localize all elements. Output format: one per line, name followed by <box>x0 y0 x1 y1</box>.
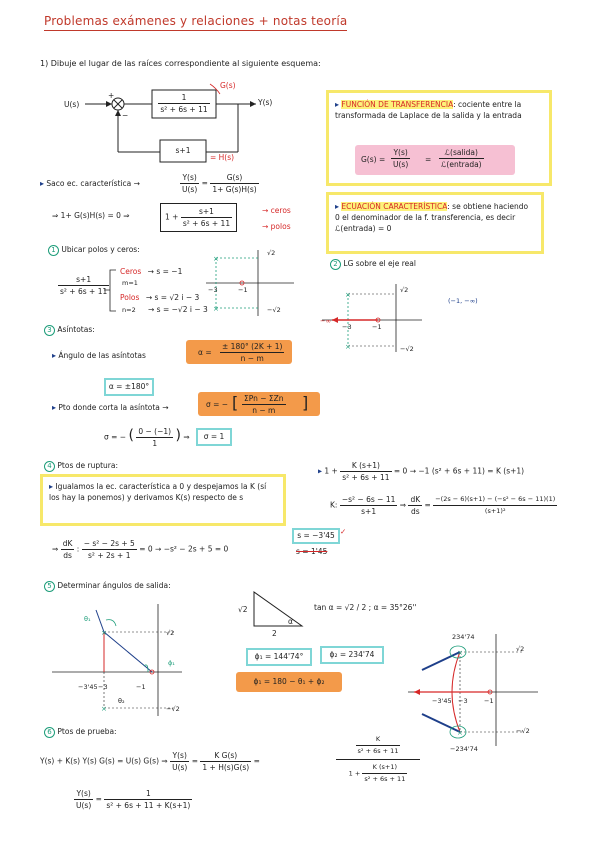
tf-heading: FUNCIÓN DE TRANSFERENCIA <box>341 100 454 109</box>
r2-lhs: K: <box>330 500 338 510</box>
tri-a: α <box>288 617 293 626</box>
ax1-sqrt2: √2 <box>267 249 276 257</box>
s6-l-den: U(s) <box>76 801 92 810</box>
step3-heading <box>44 324 95 336</box>
s6-bb-den: s² + 6s + 11 <box>364 775 406 783</box>
s6-bt-den: s² + 6s + 11 <box>357 747 399 755</box>
theta2-label: θ₂ <box>118 697 125 705</box>
rupture-text: Igualamos la ec. característica a 0 y despejamos la K (sí los hay la ponemos) y derivamos K(s) respecto de s <box>49 482 267 502</box>
char-fr-num: s+1 <box>181 206 232 218</box>
ax2-m3: −3 <box>342 323 352 331</box>
ax5-msqrt2: −√2 <box>166 705 180 713</box>
rhs-den: 1+ G(s)H(s) <box>212 185 257 194</box>
svg-text:×: × <box>213 255 219 263</box>
r2-den: s+1 <box>361 507 377 516</box>
polos-row <box>120 292 199 303</box>
d-ds: ds <box>63 551 72 560</box>
bullet-icon: ▸ <box>52 403 57 412</box>
svg-text:×: × <box>213 305 219 313</box>
tf-den2: ℒ(entrada) <box>441 160 482 169</box>
angle-result: α = ±180° <box>104 378 154 396</box>
d-rest: = 0 → −s² − 2s + 5 = 0 <box>139 544 229 554</box>
transfer-function-box <box>326 90 552 186</box>
calc-eq: ⇒ <box>183 432 190 442</box>
s6-l-num: Y(s) <box>74 788 93 800</box>
polos-val2: → s = −√2 i − 3 <box>148 305 208 314</box>
output-label: Y(s) <box>258 98 273 107</box>
tf-lhs: G(s) = <box>361 155 386 164</box>
bullet-icon: ▸ <box>40 179 45 188</box>
step-heading-text: Asíntotas: <box>57 325 95 334</box>
r-m1: −1 <box>484 697 494 705</box>
rupture-box <box>40 474 286 526</box>
phi1-result: ϕ₁ = 144'74° <box>246 648 312 666</box>
tri-v: √2 <box>238 605 248 614</box>
s6-bt-num: K <box>356 734 401 746</box>
s1-den: s² + 6s + 11 <box>60 287 108 296</box>
s6-l-rden: s² + 6s + 11 + K(s+1) <box>106 801 191 810</box>
svg-text:×: × <box>101 705 107 713</box>
ax1-msqrt2: −√2 <box>267 306 281 314</box>
rhs-num: G(s) <box>210 172 258 184</box>
ec-heading: ECUACIÓN CARACTERÍSTICA <box>341 202 448 211</box>
sum-minus: − <box>122 111 129 120</box>
s6-big-frac <box>336 734 420 785</box>
af-num: ± 180° (2K + 1) <box>222 342 283 351</box>
cf-den: n − m <box>252 406 276 415</box>
step-heading-text: Ptos de ruptura: <box>57 461 118 470</box>
tan-formula: tan α = √2 / 2 ; α = 35°26'' <box>314 603 417 612</box>
cut-formula: σ = − [ ΣPn − ΣZn n − m ] <box>198 392 320 416</box>
calc-num: 0 − (−1) <box>138 427 172 436</box>
theta1-label: θ₁ <box>84 615 91 623</box>
rupture-right2: K: $\frac{\text{−s² − 6s − 11}}{s+1}$ ⇒ $\frac{dK}{ds}$ = $\frac{\text{−(2s − 6)(s+1) − (−s² − 6s − 11)(1)}}{\text{(s+1)²}}$ <box>330 495 556 516</box>
s6-l-rnum: 1 <box>104 788 192 800</box>
angle-text: Ángulo de las asíntotas <box>58 351 146 360</box>
ax1-m3: −3 <box>208 286 218 294</box>
char-fr-den: s² + 6s + 11 <box>182 219 231 228</box>
page-title: Problemas exámenes y relaciones + notas teoría <box>44 14 348 28</box>
d-dk: dK <box>62 539 73 548</box>
step1-brace <box>100 266 120 316</box>
tri-h: 2 <box>272 629 277 638</box>
ax1-m1: −1 <box>238 286 248 294</box>
ax2-msqrt2: −√2 <box>400 345 414 353</box>
char-eq-line2: ⇒ 1+ G(s)H(s) = 0 ⇒ <box>52 211 130 220</box>
g-label: G(s) <box>220 81 236 90</box>
r-m3: −3 <box>458 697 468 705</box>
step-heading-text: Determinar ángulos de salida: <box>57 581 171 590</box>
s6-bb-num: K (s+1) <box>362 762 407 774</box>
root1: s = −3'45 <box>292 528 340 544</box>
angle-formula <box>186 340 292 364</box>
calc-lhs: σ = − <box>104 432 127 442</box>
polos-val1: → s = √2 i − 3 <box>145 293 200 302</box>
step-number: 1 <box>48 245 59 256</box>
ax2-sqrt2: √2 <box>400 286 409 294</box>
r-bot: −234'74 <box>450 745 478 753</box>
r2-num: −s² − 6s − 11 <box>341 495 396 504</box>
r2-den2: (s+1)² <box>484 507 506 515</box>
ax5-m3: −3 <box>98 683 108 691</box>
cut-label: ▸ Pto donde corta la asíntota → <box>52 403 169 412</box>
d-den: s² + 2s + 1 <box>88 551 131 560</box>
cf-num: ΣPn − ΣZn <box>244 394 284 403</box>
r2-num2: −(2s − 6)(s+1) − (−s² − 6s − 11)(1) <box>433 494 557 506</box>
svg-text:×: × <box>101 629 107 637</box>
angle-label <box>52 350 146 361</box>
r1-rest: = 0 → −1 (s² + 6s + 11) = K (s+1) <box>393 466 525 476</box>
ec-text: : se obtiene haciendo 0 el denominador de la f. transferencia, es decir ℒ(entrada) = 0 <box>335 202 529 233</box>
step4-heading <box>44 460 118 472</box>
step-heading-text: LG sobre el eje real <box>343 259 416 268</box>
one-plus: 1 + <box>165 212 179 222</box>
step-heading-text: Ubicar polos y ceros: <box>61 245 140 254</box>
s6-yu-num: Y(s) <box>170 750 189 762</box>
bullet-icon: ▸ <box>318 466 323 476</box>
r-sqrt2: √2 <box>516 645 525 653</box>
block-diagram <box>60 80 310 170</box>
bullet-icon: ▸ <box>335 100 340 109</box>
ceros-row <box>120 266 182 277</box>
s6-k-num: K G(s) <box>200 750 251 762</box>
polos-label: → polos <box>262 222 291 231</box>
ceros-val: → s = −1 <box>147 267 183 276</box>
rupture-right1 <box>318 460 524 483</box>
s6-line1: Y(s) + K(s) Y(s) G(s) = U(s) G(s) ⇒ <box>40 756 168 766</box>
svg-text:×: × <box>457 729 463 737</box>
char-eq-line1 <box>40 178 140 189</box>
step-number: 4 <box>44 461 55 472</box>
svg-text:×: × <box>457 649 463 657</box>
r2-ds: ds <box>410 507 420 516</box>
input-label: U(s) <box>64 100 80 109</box>
tf-num: Y(s) <box>391 147 410 159</box>
char-eq-text: Saco ec. característica → <box>46 179 140 188</box>
d-lhs: ⇒ <box>52 544 59 554</box>
r2-d: dK <box>410 495 421 504</box>
char-eq-box <box>160 203 237 232</box>
step6-heading <box>44 726 117 738</box>
phi-formula: ϕ₁ = 180 − θ₁ + ϕ₂ <box>236 672 342 692</box>
step-number: 6 <box>44 727 55 738</box>
af-den: n − m <box>240 354 264 363</box>
char-eq-frac: $\frac{Y(s)}{U(s)}$ = $\frac{G(s)}{1+ G(s)H(s)}$ <box>182 173 257 194</box>
ax2-inf: −∞ <box>320 317 331 325</box>
ax5-m1: −1 <box>136 683 146 691</box>
calc-result: σ = 1 <box>196 428 232 446</box>
svg-text:×: × <box>345 343 351 351</box>
ax5-m345: −3'45 <box>78 683 98 691</box>
problem-statement: 1) Dibuje el lugar de las raíces correspondiente al siguiente esquema: <box>40 59 321 68</box>
s6-eq2: = <box>253 756 260 766</box>
characteristic-eq-box <box>326 192 544 254</box>
step1-axes <box>206 248 296 318</box>
cut-calc: σ = − ( $\frac{0 - (-1)}{1}$ ) ⇒ <box>104 427 190 448</box>
r-m345: −3'45 <box>432 697 452 705</box>
feedback-block: s+1 <box>175 146 191 155</box>
n-label: n=2 <box>122 306 136 314</box>
af-lhs: α = <box>198 348 212 357</box>
root2: s = 1'45 <box>296 547 328 556</box>
deriv-line: ⇒ $\frac{dK}{ds}$ : $\frac{\text{− s² − 2s + 5}}{\text{s² + 2s + 1}}$ = 0 → −s² − 2s + 5 = 0 <box>52 539 229 560</box>
sum-plus: + <box>108 91 115 100</box>
tf-eq: = <box>425 155 432 164</box>
s6-yu-den: U(s) <box>172 763 188 772</box>
cf-lhs: σ = − <box>206 400 229 409</box>
lhs-den: U(s) <box>182 185 198 194</box>
h-label: = H(s) <box>210 153 235 162</box>
r1-den: s² + 6s + 11 <box>342 473 390 482</box>
step2-interval: (−1, −∞) <box>448 297 478 305</box>
m-label: m=1 <box>122 279 138 287</box>
cut-text: Pto donde corta la asíntota <box>58 403 160 412</box>
plant-block <box>152 92 216 115</box>
step1-heading <box>48 244 140 256</box>
tf-den: U(s) <box>393 160 409 169</box>
ceros-label: → ceros <box>262 206 291 215</box>
step-number: 3 <box>44 325 55 336</box>
tf-num2: ℒ(salida) <box>439 147 484 159</box>
step-number: 5 <box>44 581 55 592</box>
s6-eq1: = <box>191 756 199 766</box>
plant-den: s² + 6s + 11 <box>160 105 208 114</box>
step2-heading <box>330 258 416 270</box>
s1-num: s+1 <box>58 274 109 286</box>
bullet-icon: ▸ <box>49 482 54 491</box>
lhs-num: Y(s) <box>180 172 199 184</box>
polos-text: Polos <box>120 293 140 302</box>
bullet-icon: ▸ <box>335 202 340 211</box>
s6-bb-pre: 1 + <box>348 769 361 778</box>
r-top: 234'74 <box>452 633 475 641</box>
step-number: 2 <box>330 259 341 270</box>
calc-den: 1 <box>152 439 158 448</box>
r1-num: K (s+1) <box>340 460 391 472</box>
step6-final <box>74 788 192 811</box>
step6-line1 <box>40 750 260 773</box>
phi2-result: ϕ₂ = 234'74 <box>320 646 384 664</box>
check-icon: ✓ <box>340 527 347 536</box>
ax2-m1: −1 <box>372 323 382 331</box>
plant-num: 1 <box>158 92 209 104</box>
tf-formula <box>355 145 515 175</box>
ceros-text: Ceros <box>120 267 142 276</box>
step5-heading <box>44 580 171 592</box>
s6-k-den: 1 + H(s)G(s) <box>202 763 250 772</box>
svg-text:×: × <box>345 291 351 299</box>
step-heading-text: Ptos de prueba: <box>57 727 117 736</box>
ax5-sqrt2: √2 <box>166 629 175 637</box>
bullet-icon: ▸ <box>52 351 57 360</box>
triangle <box>252 590 306 630</box>
r1-lhs: 1 + <box>324 466 338 476</box>
tf-text: : cociente entre la transformada de Laplace de la salida y la entrada <box>335 100 522 120</box>
phi-label: ϕ₁ <box>168 659 175 667</box>
s6-l-eq: = <box>95 794 102 804</box>
r-msqrt2: −√2 <box>516 727 530 735</box>
d-num: − s² − 2s + 5 <box>83 539 135 548</box>
